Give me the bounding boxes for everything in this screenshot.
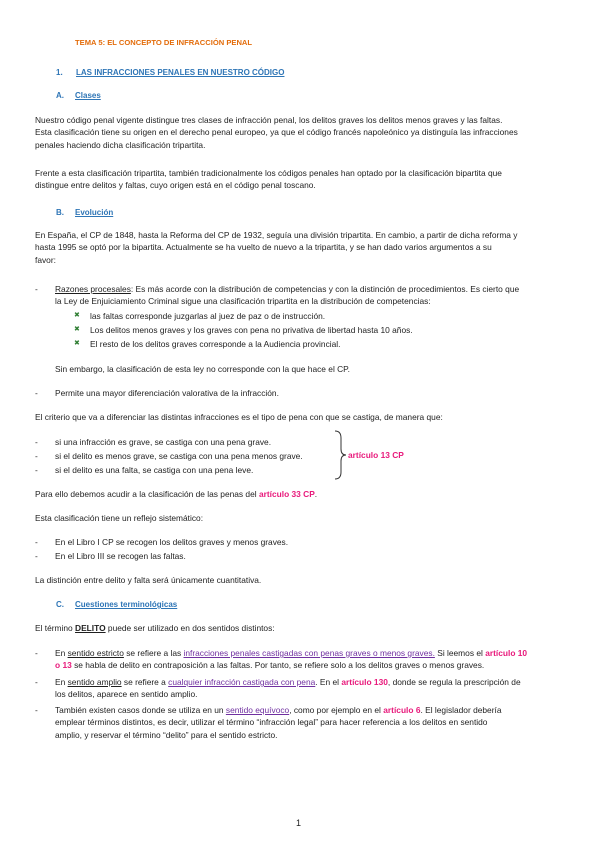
sub-item: El resto de los delitos graves corresponde a la Audiencia provincial. xyxy=(90,339,341,349)
bullet-dash: - xyxy=(35,551,38,561)
paragraph-termino xyxy=(35,622,563,634)
text-segment: . xyxy=(314,489,318,499)
text-line: En España, el CP de 1848, hasta la Reforma del CP de 1932, seguía una división tripartita. En cambio, a partir de dicha reforma y xyxy=(35,230,518,240)
article-ref: artículo 10 xyxy=(485,648,528,658)
definition-text: cualquier infracción castigada con pena xyxy=(168,677,316,687)
paragraph-distincion: La distinción entre delito y falta será únicamente cuantitativa. xyxy=(35,575,262,585)
text-segment: En xyxy=(55,677,68,687)
text-segment: , donde se regula la prescripción de xyxy=(387,677,521,687)
page-number: 1 xyxy=(296,818,302,828)
text-segment: Para ello debemos acudir a la clasificación de las penas del xyxy=(35,489,259,499)
x-mark-icon: ✖ xyxy=(74,326,80,333)
term: sentido amplio xyxy=(67,677,122,687)
text-line: hasta 1995 se optó por la bipartita. Actualmente se ha vuelto de nuevo a la tripartita, y se han dado varios argumentos a su xyxy=(35,242,492,253)
text-line: Esta clasificación tiene su origen en el derecho penal europeo, ya que el código francés napoleónico ya distinguía las infracciones xyxy=(35,127,518,138)
text-line: los delitos, aparece en sentido amplio. xyxy=(55,689,198,700)
bullet-dash: - xyxy=(35,388,38,398)
bullet-sentido-estricto xyxy=(55,647,563,672)
paragraph-bipartita xyxy=(35,167,563,192)
bullet-dash: - xyxy=(35,677,38,687)
paragraph-evolucion xyxy=(35,229,563,266)
criteria-item: si el delito es menos grave, se castiga con una pena menos grave. xyxy=(55,451,303,461)
paragraph-clasificacion-penas xyxy=(35,488,563,500)
text-segment: se habla de delito en contraposición a las faltas. Por tanto, se refiere solo a los delitos graves o menos graves. xyxy=(71,660,485,671)
text-segment: . En el xyxy=(315,677,342,687)
text-line: favor: xyxy=(35,254,56,265)
section-label: LAS INFRACCIONES PENALES EN NUESTRO CÓDIGO xyxy=(76,68,285,77)
sub-item: las faltas corresponde juzgarlas al juez de paz o de instrucción. xyxy=(90,311,326,321)
subsection-label: Cuestiones terminológicas xyxy=(75,600,178,609)
paragraph-sin-embargo: Sin embargo, la clasificación de esta ley no corresponde con la que hace el CP. xyxy=(55,364,351,374)
section-heading-1 xyxy=(56,67,284,79)
criteria-item: si el delito es una falta, se castiga con una pena leve. xyxy=(55,465,254,475)
x-mark-icon: ✖ xyxy=(74,340,80,347)
bullet-dash: - xyxy=(35,537,38,547)
text-segment: En xyxy=(55,648,68,658)
paragraph-reflejo: Esta clasificación tiene un reflejo sistemático: xyxy=(35,513,204,523)
bullet-dash: - xyxy=(35,465,38,475)
definition-text: infracciones penales castigadas con penas graves o menos graves. xyxy=(183,648,435,658)
bullet-dash: - xyxy=(35,451,38,461)
article-ref: o 13 xyxy=(55,660,72,671)
subsection-label: Evolución xyxy=(75,208,114,217)
bullet-sentido-amplio xyxy=(55,676,563,701)
text-line: emplear términos distintos, es decir, utilizar el término “infracción legal” para hacer referencia a los delitos en sentido xyxy=(55,717,488,728)
text-line: : Es más acorde con la distribución de competencias y con la distinción de procedimientos. Es cierto que xyxy=(130,284,520,294)
article-ref: artículo 33 CP xyxy=(258,489,315,499)
paragraph-clases xyxy=(35,114,563,151)
bullet-dash: - xyxy=(35,705,38,715)
section-number: 1. xyxy=(56,68,63,77)
subsection-heading-a xyxy=(56,90,101,102)
text-segment: se refiere a xyxy=(121,677,169,687)
text-line: amplio, y reservar el término “delito” para el sentido estricto. xyxy=(55,729,278,740)
subsection-label: Clases xyxy=(75,91,101,100)
term-delito: DELITO xyxy=(75,623,106,633)
subsection-heading-c xyxy=(56,599,177,611)
text-segment: Si leemos el xyxy=(434,648,486,658)
sub-item: Los delitos menos graves y los graves con pena no privativa de libertad hasta 10 años. xyxy=(90,325,413,335)
bullet-dash: - xyxy=(35,284,38,294)
text-segment: También existen casos donde se utiliza en un xyxy=(55,705,226,715)
document-title: TEMA 5: EL CONCEPTO DE INFRACCIÓN PENAL xyxy=(75,38,253,47)
paragraph-criterio: El criterio que va a diferenciar las distintas infracciones es el tipo de pena con que se castiga, de manera que: xyxy=(35,412,443,422)
text-segment: , como por ejemplo en el xyxy=(289,705,384,715)
text-line: Frente a esta clasificación tripartita, también tradicionalmente los códigos penales han optado por la clasificación bipartita que xyxy=(35,168,502,178)
text-line: la Ley de Enjuiciamiento Criminal sigue una clasificación tripartita en la distribución de competencias: xyxy=(55,296,431,307)
text-line: penales haciendo dicha clasificación tripartita. xyxy=(35,139,206,150)
text-segment: puede ser utilizado en dos sentidos distintos: xyxy=(105,623,275,633)
criteria-item: si una infracción es grave, se castiga con una pena grave. xyxy=(55,437,272,447)
text-line: distingue entre delitos y faltas, cuyo origen está en el código penal toscano. xyxy=(35,180,316,191)
book-item: En el Libro I CP se recogen los delitos graves y menos graves. xyxy=(55,537,289,547)
bullet-razones-procesales xyxy=(55,283,563,308)
subsection-heading-b xyxy=(56,207,113,219)
bullet-dash: - xyxy=(35,437,38,447)
article-ref: artículo 6 xyxy=(383,705,421,715)
text-segment: . El legislador debería xyxy=(420,705,502,715)
brace-label: artículo 13 CP xyxy=(348,450,404,460)
text-line: Nuestro código penal vigente distingue tres clases de infracción penal, los delitos graves los delitos menos graves y las faltas. xyxy=(35,115,503,125)
text-segment: se refiere a las xyxy=(123,648,184,658)
text-segment: El término xyxy=(35,623,76,633)
subsection-number: B. xyxy=(56,208,64,217)
subsection-number: A. xyxy=(56,91,64,100)
curly-brace-icon xyxy=(333,430,347,480)
x-mark-icon: ✖ xyxy=(74,312,80,319)
term: sentido estricto xyxy=(67,648,124,658)
bullet-sentido-equivoco xyxy=(55,704,563,741)
article-ref: artículo 130 xyxy=(341,677,388,687)
book-item: En el Libro III se recogen las faltas. xyxy=(55,551,186,561)
bullet-dash: - xyxy=(35,648,38,658)
subsection-number: C. xyxy=(56,600,64,609)
term: sentido equívoco xyxy=(225,705,290,715)
bullet-diferenciacion: Permite una mayor diferenciación valorativa de la infracción. xyxy=(55,388,279,398)
bullet-term: Razones procesales xyxy=(55,284,131,294)
